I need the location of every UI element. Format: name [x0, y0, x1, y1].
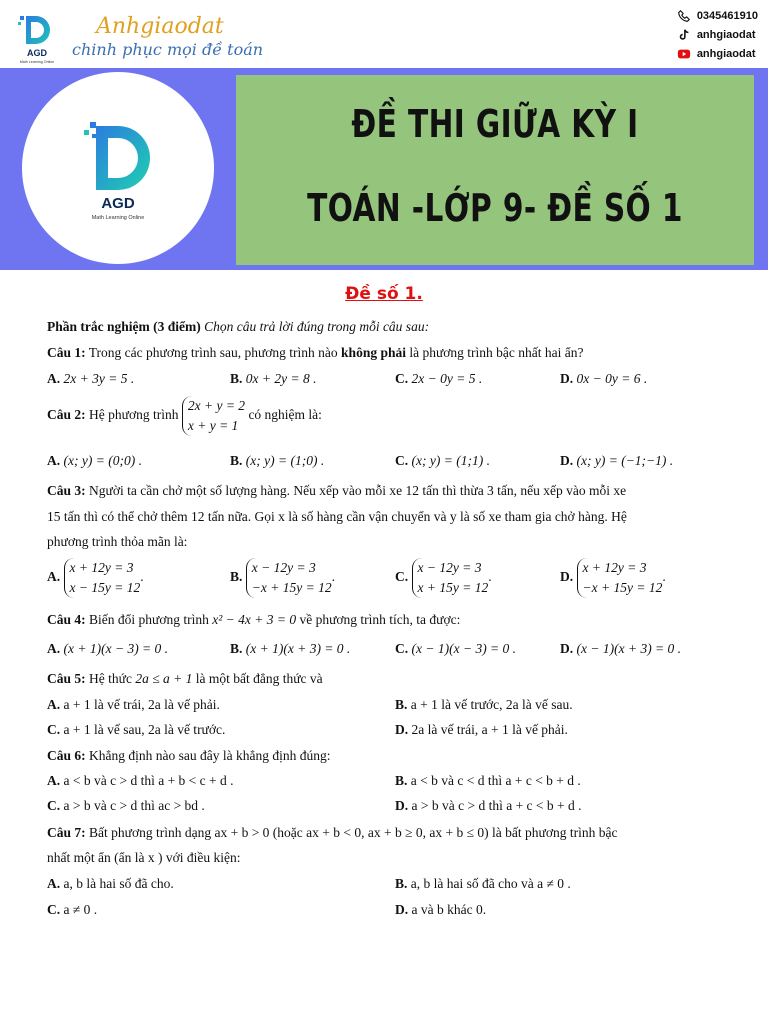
phone-number[interactable]: 0345461910	[696, 9, 758, 22]
section-label: Phần trắc nghiệm (3 điểm)	[47, 319, 201, 334]
q2-option-a[interactable]: A. (x; y) = (0;0) .	[47, 453, 142, 468]
q5-option-b[interactable]: B. a + 1 là vế trước, 2a là vế sau.	[395, 697, 573, 712]
q4-option-b[interactable]: B. (x + 1)(x + 3) = 0 .	[230, 641, 351, 656]
q2-option-c[interactable]: C. (x; y) = (1;1) .	[395, 453, 490, 468]
q3-option-c[interactable]: C. x − 12y = 3 x + 15y = 12.	[395, 558, 492, 598]
q7-option-b[interactable]: B. a, b là hai số đã cho và a ≠ 0 .	[395, 876, 571, 891]
phone-icon	[677, 9, 691, 23]
q1-option-a[interactable]: A. 2x + 3y = 5 .	[47, 371, 135, 386]
q2-option-b[interactable]: B. (x; y) = (1;0) .	[230, 453, 325, 468]
q4-option-d[interactable]: D. (x − 1)(x + 3) = 0 .	[560, 641, 682, 656]
q2-option-d[interactable]: D. (x; y) = (−1;−1) .	[560, 453, 674, 468]
q5-option-a[interactable]: A. a + 1 là vế trái, 2a là vế phải.	[47, 697, 220, 712]
q6-option-c[interactable]: C. a > b và c > d thì ac > bd .	[47, 798, 205, 813]
question-1: Câu 1: Trong các phương trình sau, phương trình nào không phải là phương trình bậc nhất hai ẩn?	[47, 345, 584, 360]
question-3-line3: phương trình thỏa mãn là:	[47, 534, 188, 549]
question-2: Câu 2: Hệ phương trình 2x + y = 2 x + y = 1 có nghiệm là:	[47, 396, 322, 436]
question-label: Câu 6:	[47, 748, 86, 763]
q1-option-d[interactable]: D. 0x − 0y = 6 .	[560, 371, 648, 386]
youtube-row	[677, 44, 758, 63]
question-label: Câu 4:	[47, 612, 86, 627]
question-label: Câu 1:	[47, 345, 86, 360]
question-7: Câu 7: Bất phương trình dạng ax + b > 0 (hoặc ax + b < 0, ax + b ≥ 0, ax + b ≤ 0) là bất phương trình bậc	[47, 825, 618, 840]
q7-option-a[interactable]: A. a, b là hai số đã cho.	[47, 876, 174, 891]
question-7-line2: nhất một ẩn (ẩn là x ) với điều kiện:	[47, 850, 241, 865]
phone-row	[677, 6, 758, 25]
exam-number-heading: Đề số 1.	[345, 284, 423, 304]
tiktok-icon	[677, 28, 691, 42]
svg-text:Math Learning Online: Math Learning Online	[19, 60, 55, 64]
question-label: Câu 2:	[47, 407, 86, 423]
q3-option-d[interactable]: D. x + 12y = 3 −x + 15y = 12.	[560, 558, 666, 598]
tiktok-handle[interactable]: anhgiaodat	[696, 28, 756, 41]
q7-option-d[interactable]: D. a và b khác 0.	[395, 902, 487, 917]
q4-option-c[interactable]: C. (x − 1)(x − 3) = 0 .	[395, 641, 517, 656]
youtube-icon	[677, 47, 691, 61]
agd-large-logo-icon	[22, 72, 214, 264]
question-3-line2: 15 tấn thì có thể chở thêm 12 tấn nữa. Gọi x là số hàng cần vận chuyển và y là số xe tham gia chở hàng. Hệ	[47, 509, 627, 524]
q1-option-b[interactable]: B. 0x + 2y = 8 .	[230, 371, 317, 386]
equation-system: 2x + y = 2 x + y = 1	[182, 396, 245, 436]
question-4: Câu 4: Biến đổi phương trình x² − 4x + 3 = 0 về phương trình tích, ta được:	[47, 612, 461, 627]
banner-logo-circle	[22, 72, 214, 264]
section-instruction: Chọn câu trả lời đúng trong mỗi câu sau:	[204, 319, 430, 334]
question-5: Câu 5: Hệ thức 2a ≤ a + 1 là một bất đẳng thức và	[47, 671, 323, 686]
q6-option-a[interactable]: A. a < b và c > d thì a + b < c + d .	[47, 773, 234, 788]
brand-name: Anhgiaodat	[96, 14, 224, 39]
question-label: Câu 3:	[47, 483, 86, 498]
q6-option-d[interactable]: D. a > b và c > d thì a + c < b + d .	[395, 798, 582, 813]
q3-option-a[interactable]: A. x + 12y = 3 x − 15y = 12.	[47, 558, 144, 598]
youtube-handle[interactable]: anhgiaodat	[696, 47, 756, 60]
brand-logo	[14, 10, 60, 66]
q6-option-b[interactable]: B. a < b và c < d thì a + c < b + d .	[395, 773, 581, 788]
q5-option-d[interactable]: D. 2a là vế trái, a + 1 là vế phải.	[395, 722, 568, 737]
question-label: Câu 5:	[47, 671, 86, 686]
question-3: Câu 3: Người ta cần chở một số lượng hàng. Nếu xếp vào mỗi xe 12 tấn thì thừa 3 tấn, nếu xếp vào mỗi xe	[47, 483, 627, 498]
agd-logo-icon	[14, 10, 60, 66]
section-header	[47, 319, 429, 335]
exam-subject-title: TOÁN -LỚP 9- ĐỀ SỐ 1	[307, 186, 683, 230]
q1-option-c[interactable]: C. 2x − 0y = 5 .	[395, 371, 483, 386]
q7-option-c[interactable]: C. a ≠ 0 .	[47, 902, 98, 917]
q3-option-b[interactable]: B. x − 12y = 3 −x + 15y = 12.	[230, 558, 335, 598]
svg-text:AGD: AGD	[101, 195, 135, 212]
svg-text:AGD: AGD	[27, 48, 47, 58]
exam-title: ĐỀ THI GIỮA KỲ I	[351, 102, 639, 146]
question-label: Câu 7:	[47, 825, 86, 840]
contact-info	[677, 6, 758, 63]
brand-slogan: chinh phục mọi đề toán	[72, 40, 264, 59]
svg-text:Math Learning Online: Math Learning Online	[91, 215, 145, 221]
question-6: Câu 6: Khẳng định nào sau đây là khẳng định đúng:	[47, 748, 331, 763]
q4-option-a[interactable]: A. (x + 1)(x − 3) = 0 .	[47, 641, 169, 656]
q5-option-c[interactable]: C. a + 1 là vế sau, 2a là vế trước.	[47, 722, 226, 737]
tiktok-row	[677, 25, 758, 44]
